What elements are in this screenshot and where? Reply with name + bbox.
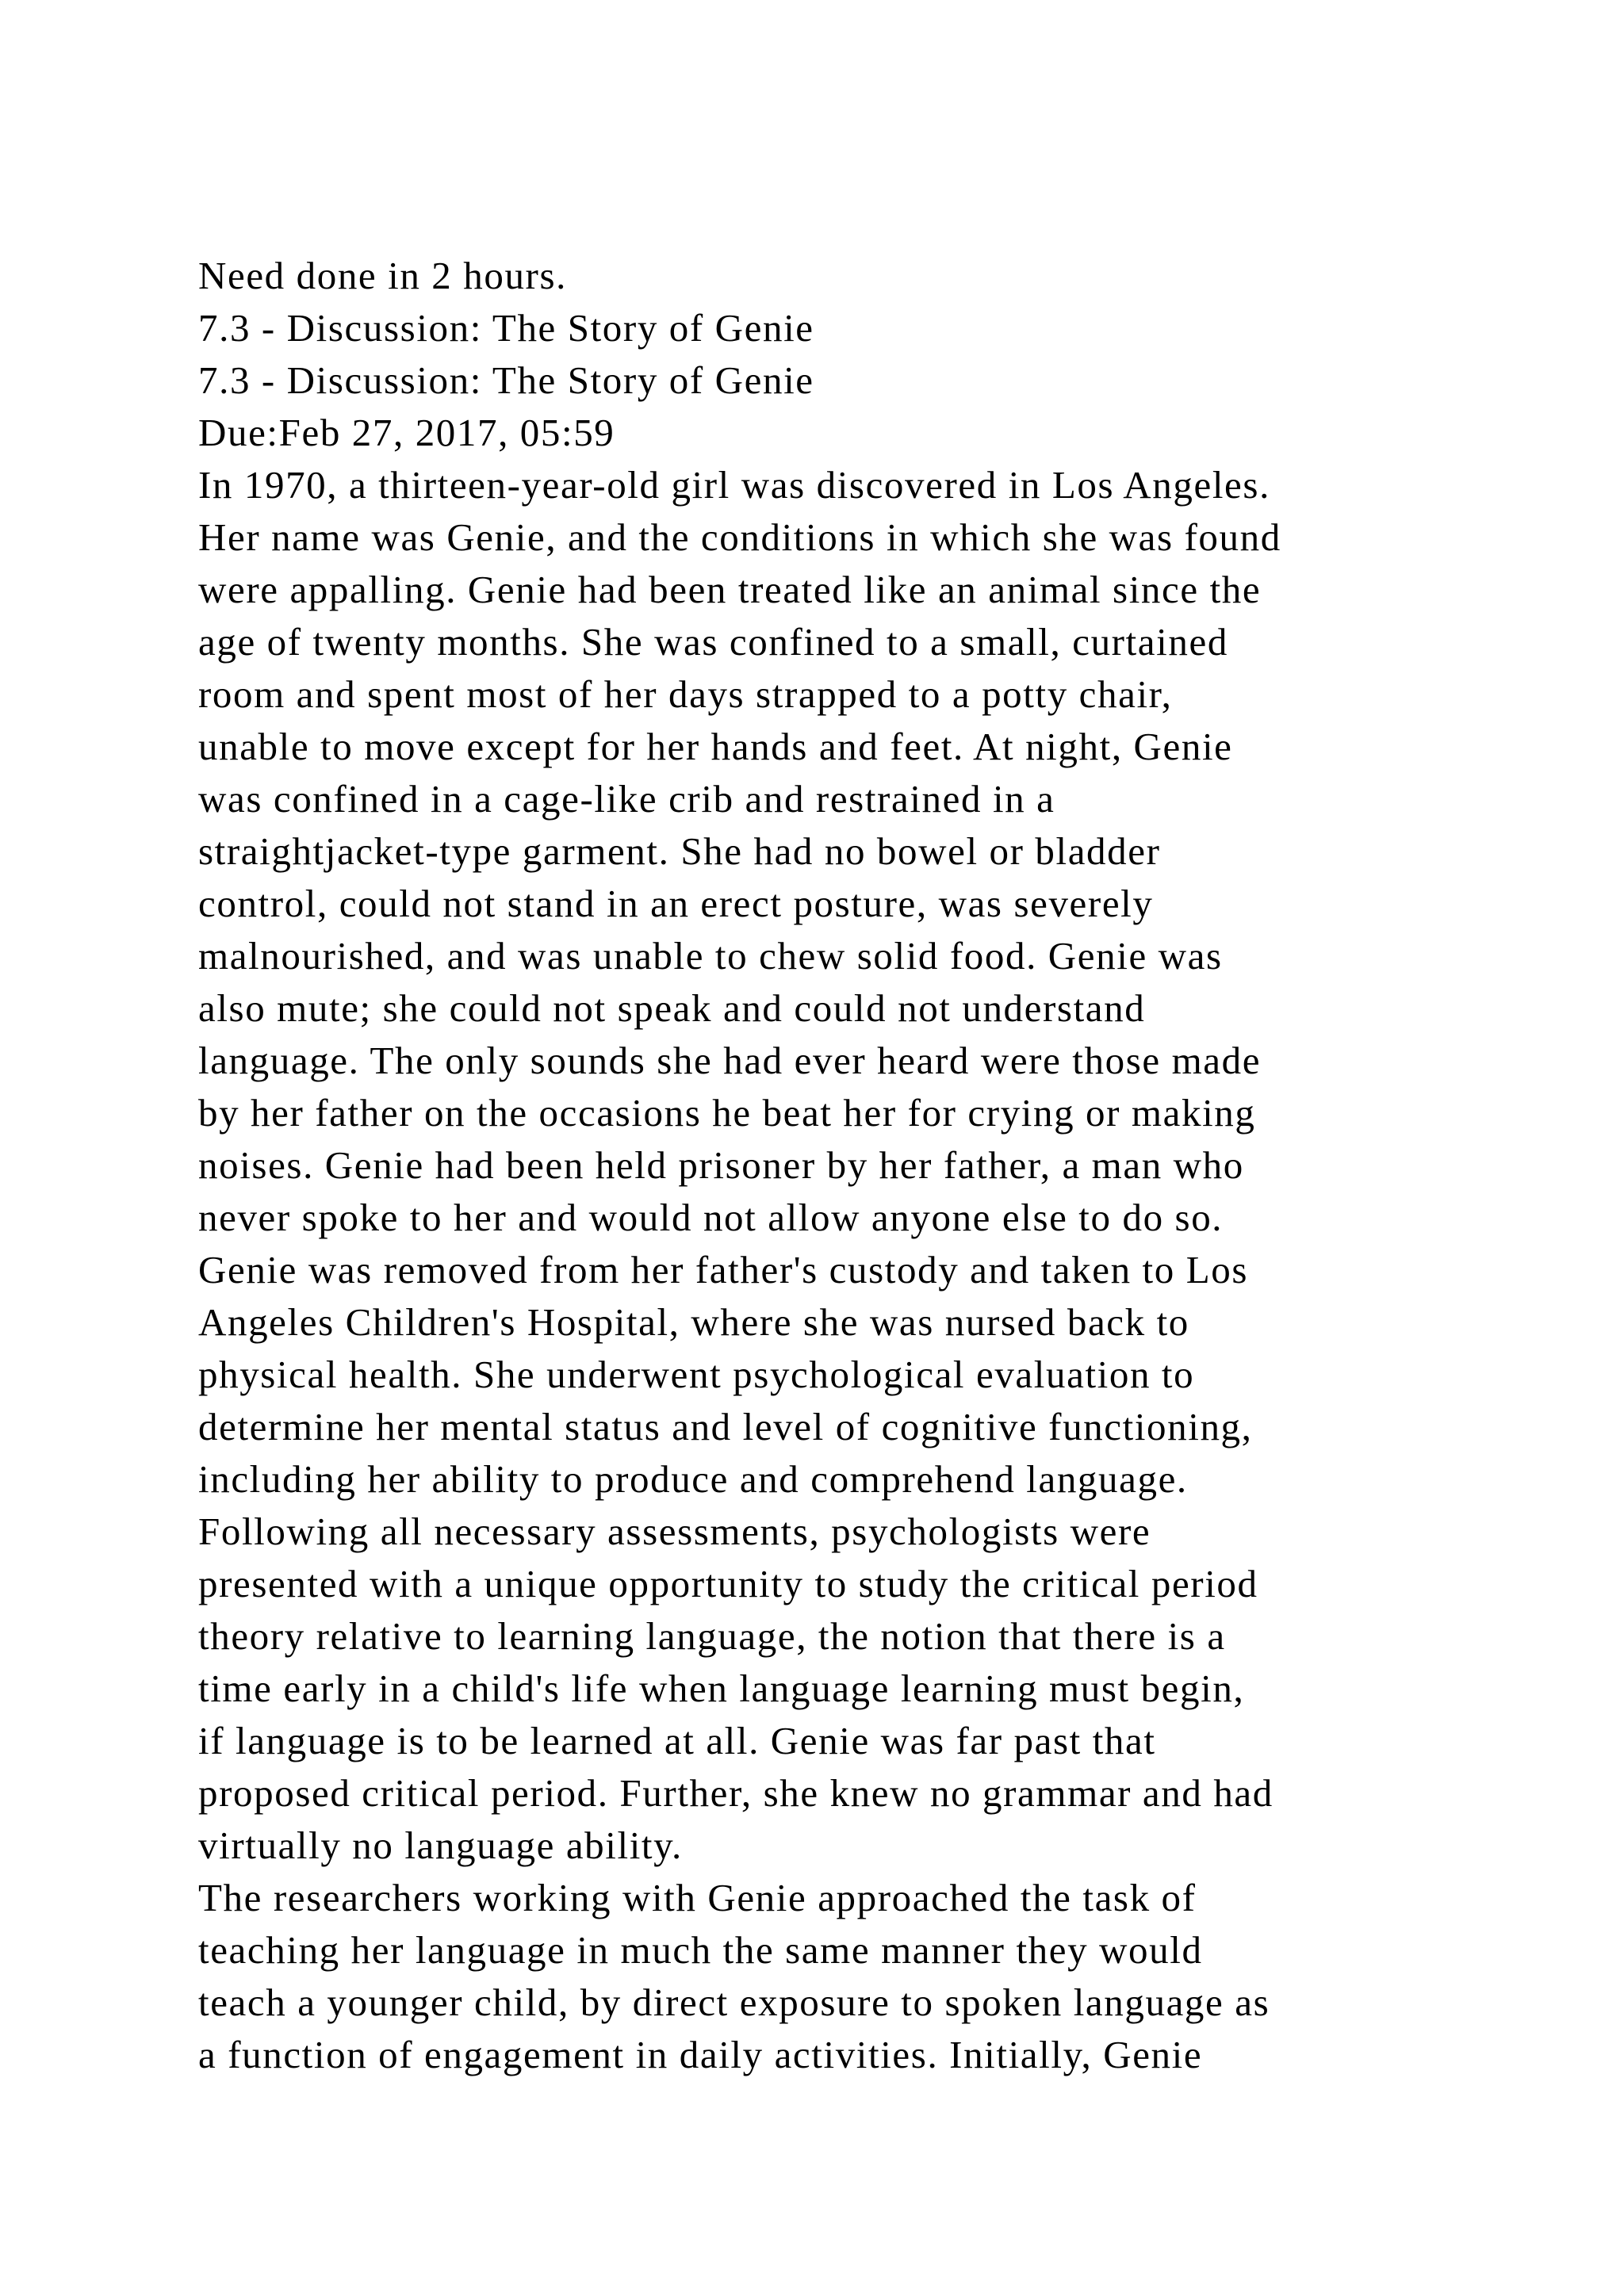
text-line: were appalling. Genie had been treated like an animal since the: [198, 568, 1262, 611]
text-line: Following all necessary assessments, psychologists were: [198, 1510, 1151, 1553]
text-line: teach a younger child, by direct exposure to spoken language as: [198, 1980, 1270, 2024]
text-line: theory relative to learning language, the notion that there is a: [198, 1614, 1226, 1658]
text-line: physical health. She underwent psychological evaluation to: [198, 1353, 1195, 1396]
text-line: determine her mental status and level of cognitive functioning,: [198, 1405, 1253, 1448]
text-line: The researchers working with Genie approached the task of: [198, 1876, 1197, 1919]
text-line: if language is to be learned at all. Genie was far past that: [198, 1719, 1156, 1762]
text-line: control, could not stand in an erect posture, was severely: [198, 882, 1154, 925]
text-line: time early in a child's life when language learning must begin,: [198, 1667, 1245, 1710]
text-line: was confined in a cage-like crib and restrained in a: [198, 777, 1055, 821]
text-line: proposed critical period. Further, she knew no grammar and had: [198, 1771, 1274, 1815]
text-line: including her ability to produce and comprehend language.: [198, 1457, 1188, 1501]
text-line: also mute; she could not speak and could not understand: [198, 986, 1146, 1030]
text-line: malnourished, and was unable to chew solid food. Genie was: [198, 934, 1223, 978]
document-body: [198, 250, 1562, 2081]
text-line: language. The only sounds she had ever heard were those made: [198, 1039, 1262, 1082]
text-line: Angeles Children's Hospital, where she was nursed back to: [198, 1300, 1189, 1344]
text-line: straightjacket-type garment. She had no bowel or bladder: [198, 829, 1161, 873]
assignment-title-repeat: 7.3 - Discussion: The Story of Genie: [198, 358, 814, 402]
text-line: never spoke to her and would not allow anyone else to do so.: [198, 1196, 1224, 1239]
text-line: age of twenty months. She was confined to a small, curtained: [198, 620, 1228, 664]
request-note: Need done in 2 hours.: [198, 254, 567, 297]
assignment-title: 7.3 - Discussion: The Story of Genie: [198, 306, 814, 350]
text-line: room and spent most of her days strapped to a potty chair,: [198, 672, 1173, 716]
text-line: virtually no language ability.: [198, 1823, 683, 1867]
text-line: a function of engagement in daily activities. Initially, Genie: [198, 2033, 1203, 2076]
text-line: unable to move except for her hands and feet. At night, Genie: [198, 725, 1233, 768]
text-line: by her father on the occasions he beat her for crying or making: [198, 1091, 1256, 1135]
text-line: In 1970, a thirteen-year-old girl was discovered in Los Angeles.: [198, 463, 1270, 507]
text-line: teaching her language in much the same manner they would: [198, 1928, 1203, 1972]
text-line: noises. Genie had been held prisoner by her father, a man who: [198, 1143, 1244, 1187]
text-line: Her name was Genie, and the conditions in which she was found: [198, 515, 1281, 559]
text-line: presented with a unique opportunity to study the critical period: [198, 1562, 1258, 1605]
due-date: Due:Feb 27, 2017, 05:59: [198, 411, 615, 454]
text-line: Genie was removed from her father's custody and taken to Los: [198, 1248, 1248, 1292]
